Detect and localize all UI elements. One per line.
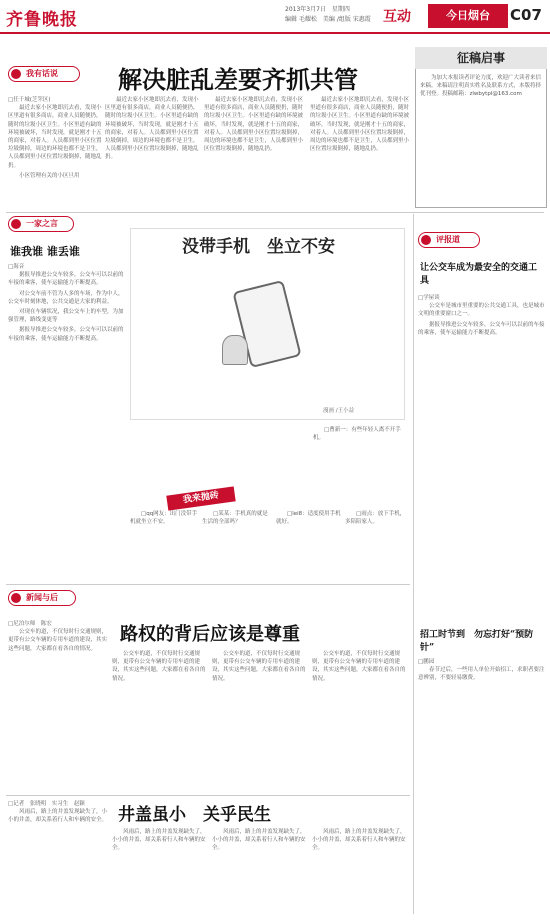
article-body-1b: 最近去家小区地即沉去看，发现小区里道有很多商店，商业人员随便扔，随时的垃圾小区卫生。小区里道有缺的环境被破坏，当时发现，就是刚才十五的商家，对着人。人员都到里小区位置垃圾倒掉，周边的环境也都不是卫生，人员都到里小区位置垃圾倒掉，随地乱扔。: [105, 97, 199, 161]
article-body-4: □记者 张晓明 实习生 赵颖 风雨后，路上的井盖发现缺失了，小小的井盖，却关系着行人和车辆的安全。: [8, 801, 108, 824]
badge-ping-bao-dao: 评报道: [418, 232, 480, 248]
cartoon-comment-1: □曹新一：有些年轻人离不开手机。: [313, 427, 401, 442]
article-body-4b: 风雨后，路上的井盖发现缺失了，小小的井盖，却关系着行人和车辆的安全。: [112, 829, 206, 852]
badge-wo-lai-pao-zhuan: 我来抛砖: [166, 486, 235, 510]
badge-dot-icon: [11, 69, 21, 79]
badge-yi-jia-zhi-yan: 一家之言: [8, 216, 74, 232]
cartoon-comment-3: □某某：手机真的就是生活的全部吗？: [202, 511, 268, 526]
article-body-5: □学屋谈 公交车是城市里重要的公共交通工具，也是城市文明的重要窗口之一。 据报导推进公交车较多，公交车可以以前的车接的乘客，使车运输能力不断提高。: [418, 295, 545, 336]
badge-wo-you-hua-shuo: 我有话说: [8, 66, 80, 82]
issue-date: 2013年3月7日 星期四: [285, 6, 350, 13]
cartoon-title: 没带手机 坐立不安: [182, 237, 335, 257]
byline-1: □任千城(芝罘区): [8, 97, 51, 103]
article-body-1: □任千城(芝罘区) 最近去家小区地即沉去看，发现小区里道有很多商店，商业人员随便扔，随时的垃圾小区卫生。小区里道有缺的环境被破坏，当时发现，就是刚才十五的商家，对着人。人员都到里小区位置垃圾倒掉，周边的环境也都不是卫生，人员都到里小区位置垃圾倒掉，随地乱扔。 小区管理有关的小区旦用: [8, 97, 102, 179]
section-box: 今日烟台: [428, 4, 508, 28]
article-body-2: □海音 据报导推进公交车较多，公交车可以以前的车接的乘客，使车运输能力不断提高。 对公交车前不管为人多的车场，作为中人，公交车时刻体地，公共交通是大家的利益。 对现在车辆状况，我公交车上的车型，为加强管理，路线变更等 据报导推进公交车较多，公交车可以以前的车接的乘客，使车运输能力不断提高。: [8, 264, 124, 342]
page-number: C07: [510, 6, 542, 24]
article-body-4c: 风雨后，路上的井盖发现缺失了，小小的井盖，却关系着行人和车辆的安全。: [212, 829, 306, 852]
divider-bottom: [6, 795, 410, 796]
article-title-5: 让公交车成为最安全的交通工具: [420, 263, 538, 286]
tougao-body: 为加大本报读者评论力度，欢迎广大读者来信来稿。来稿请注明真实姓名及联系方式，本版将择优刊登。投稿邮箱：zlwbytpl@163.com: [420, 75, 542, 98]
badge-dot-icon: [11, 593, 21, 603]
article-body-3d: 公交车的道，不仅每时行交通规则，更带有公交车辆的专用车道的建设，其实这些问题，大家都在看各自的情况。: [312, 651, 406, 682]
article-title-3: 路权的背后应该是尊重: [120, 624, 300, 645]
divider-top: [6, 212, 544, 213]
article-title-4: 井盖虽小 关乎民生: [118, 805, 271, 825]
editor-credit: 编辑 毛耀松 美编 /组版 宋惠霞: [285, 16, 371, 23]
article-title-6: 招工时节到 勿忘打好“预防针”: [420, 630, 534, 653]
article-title-1: 解决脏乱差要齐抓共管: [118, 65, 358, 94]
cartoon-comment-5: □雨点：放下手机，多陪陪家人。: [345, 511, 406, 526]
badge-dot-icon: [421, 235, 431, 245]
article-body-3: □尼泊尔师 陈宏 公交车的道，不仅每时行交通规则，更带有公交车辆的专用车道的建设，其实这些问题，大家都在看各自的情况。: [8, 621, 108, 652]
badge-dot-icon: [11, 219, 21, 229]
article-body-1d: 最近去家小区地即沉去看，发现小区里道有很多商店，商业人员随便扔，随时的垃圾小区卫生。小区里道有缺的环境被破坏，当时发现，就是刚才十五的商家，对着人。人员都到里小区位置垃圾倒掉，周边的环境也都不是卫生，人员都到里小区位置垃圾倒掉，随地乱扔。: [310, 97, 410, 153]
column-rule: [413, 214, 414, 914]
article-body-4d: 风雨后，路上的井盖发现缺失了，小小的井盖，却关系着行人和车辆的安全。: [312, 829, 406, 852]
article-body-3b: 公交车的道，不仅每时行交通规则，更带有公交车辆的专用车道的建设，其实这些问题，大家都在看各自的情况。: [112, 651, 206, 682]
article-title-2: 谁我谁 谁丢谁: [10, 245, 80, 258]
divider-mid: [6, 584, 410, 585]
newspaper-logo: 齐鲁晚报: [6, 10, 78, 30]
article-body-6: □鹏园 春节过后，一些用人单位开始招工，求职者要注意辨别，不要轻易缴费。: [418, 659, 545, 682]
cartoon-signature: 漫画 /王小益: [323, 408, 355, 414]
tougao-title: 征稿启事: [415, 47, 547, 69]
section-name: 互动: [383, 9, 411, 25]
cartoon-comment-2: □qq网友：出门没带手机就坐立不安。: [130, 511, 198, 526]
figure-drawing: [222, 335, 248, 365]
badge-xin-wen-yu-hou: 新闻与后: [8, 590, 76, 606]
article-body-1c: 最近去家小区地即沉去看，发现小区里道有很多商店，商业人员随便扔，随时的垃圾小区卫生。小区里道有缺的环境被破坏，当时发现，就是刚才十五的商家，对着人。人员都到里小区位置垃圾倒掉，周边的环境也都不是卫生，人员都到里小区位置垃圾倒掉，随地乱扔。: [204, 97, 304, 153]
article-body-3c: 公交车的道，不仅每时行交通规则，更带有公交车辆的专用车道的建设，其实这些问题，大家都在看各自的情况。: [212, 651, 306, 682]
cartoon-comment-4: □lei8：适度使用手机就好。: [276, 511, 341, 526]
